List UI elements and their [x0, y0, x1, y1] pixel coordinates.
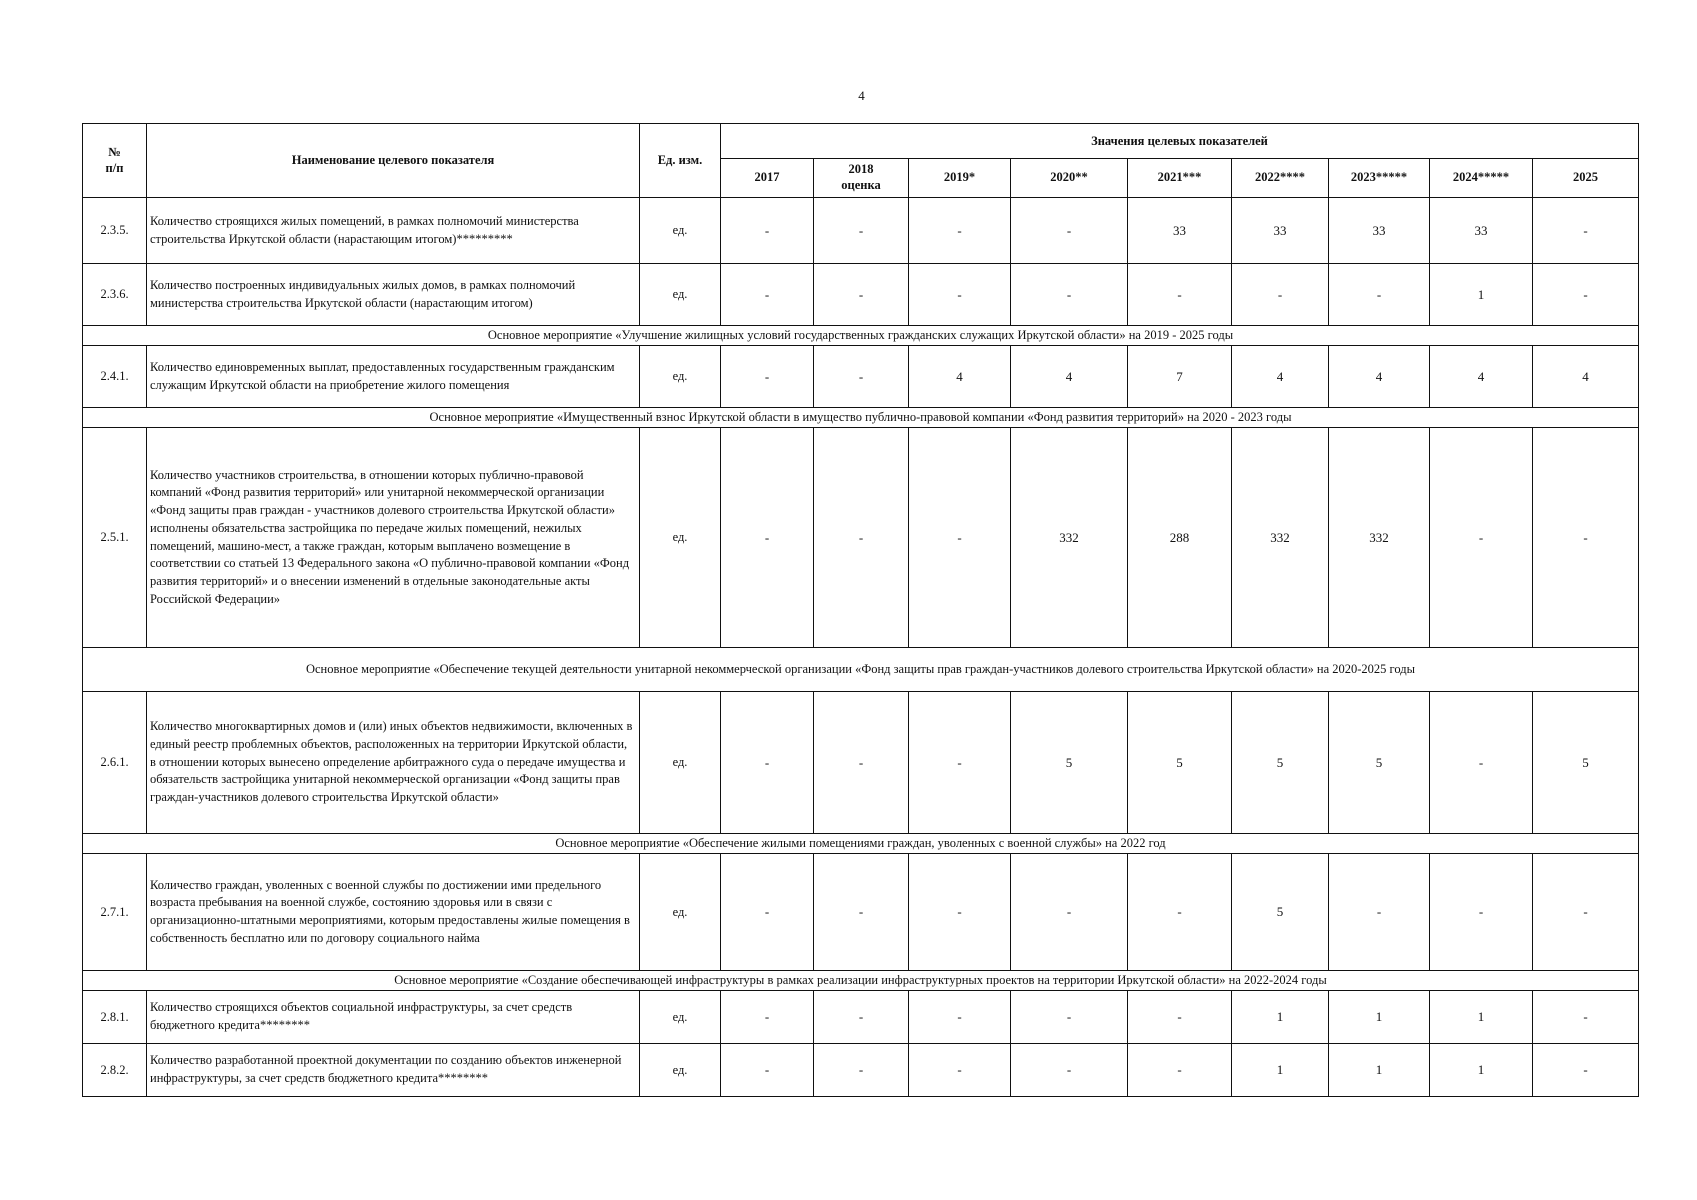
header-year	[909, 159, 1011, 198]
value-cell: 1	[1430, 264, 1533, 326]
value-cell: 1	[1232, 1044, 1329, 1097]
value-cell: 5	[1128, 692, 1232, 834]
unit-cell: ед.	[640, 346, 721, 408]
section-title: Основное мероприятие «Создание обеспечивающей инфраструктуры в рамках реализации инфраструктурных проектов на территории Иркутской области» на 2022-2024 годы	[83, 971, 1639, 991]
value-cell: 4	[1011, 346, 1128, 408]
section-row	[83, 408, 1639, 428]
value-cell: 4	[1430, 346, 1533, 408]
value-cell: 7	[1128, 346, 1232, 408]
unit-cell: ед.	[640, 198, 721, 264]
unit-cell: ед.	[640, 264, 721, 326]
unit-cell: ед.	[640, 692, 721, 834]
value-cell: -	[1128, 854, 1232, 971]
header-year	[1128, 159, 1232, 198]
header-year	[1533, 159, 1639, 198]
value-cell: -	[1011, 264, 1128, 326]
value-cell: -	[814, 198, 909, 264]
value-cell: -	[1011, 854, 1128, 971]
indicator-name: Количество участников строительства, в отношении которых публично-правовой компаний «Фонд развития территорий» или унитарной некоммерческой организации «Фонд защиты прав граждан - участников долевого строительства Иркутской области» исполнены обязательства застройщика по передаче жилых помещений, нежилых помещений, машино-мест, а также граждан, которым выплачено возмещение в соответствии со статьей 13 Федерального закона «О публично-правовой компании «Фонд развития территорий» и о внесении изменений в отдельные законодательные акты Российской Федерации»	[147, 428, 640, 648]
header-year	[721, 159, 814, 198]
value-cell: 332	[1011, 428, 1128, 648]
value-cell: -	[814, 1044, 909, 1097]
table-row	[83, 692, 1639, 834]
value-cell: -	[1128, 1044, 1232, 1097]
row-number: 2.3.6.	[83, 264, 147, 326]
value-cell: -	[909, 198, 1011, 264]
header-year	[1011, 159, 1128, 198]
value-cell: -	[1533, 264, 1639, 326]
value-cell: -	[909, 854, 1011, 971]
row-number: 2.6.1.	[83, 692, 147, 834]
value-cell: -	[1533, 1044, 1639, 1097]
value-cell: -	[1430, 428, 1533, 648]
value-cell: 4	[1232, 346, 1329, 408]
value-cell: 332	[1232, 428, 1329, 648]
value-cell: 1	[1430, 991, 1533, 1044]
indicator-name: Количество строящихся объектов социальной инфраструктуры, за счет средств бюджетного кредита********	[147, 991, 640, 1044]
value-cell: 5	[1232, 692, 1329, 834]
value-cell: -	[1011, 198, 1128, 264]
value-cell: -	[721, 991, 814, 1044]
header-year-label: 2024*****	[1452, 170, 1510, 185]
value-cell: -	[909, 692, 1011, 834]
value-cell: -	[1128, 264, 1232, 326]
header-year-label: 2025	[1573, 170, 1598, 185]
header-year-label: 2023*****	[1350, 170, 1408, 185]
header-year-label: 2021***	[1157, 170, 1202, 185]
row-number: 2.5.1.	[83, 428, 147, 648]
row-number: 2.8.1.	[83, 991, 147, 1044]
header-year	[1430, 159, 1533, 198]
value-cell: 4	[1533, 346, 1639, 408]
table-row	[83, 346, 1639, 408]
value-cell: -	[1011, 1044, 1128, 1097]
value-cell: -	[1329, 264, 1430, 326]
table-row	[83, 198, 1639, 264]
indicators-table	[82, 123, 1639, 1097]
header-num-line1: №	[108, 144, 121, 159]
value-cell: -	[1533, 428, 1639, 648]
value-cell: -	[721, 346, 814, 408]
value-cell: 1	[1232, 991, 1329, 1044]
header-year-label: 2020**	[1050, 170, 1088, 185]
value-cell: -	[721, 428, 814, 648]
indicator-name: Количество построенных индивидуальных жилых домов, в рамках полномочий министерства строительства Иркутской области (нарастающим итогом)	[147, 264, 640, 326]
value-cell: 5	[1329, 692, 1430, 834]
header-year-label: 2022****	[1255, 170, 1305, 185]
header-num-line2: п/п	[105, 160, 124, 175]
value-cell: -	[814, 854, 909, 971]
value-cell: 5	[1011, 692, 1128, 834]
value-cell: -	[909, 1044, 1011, 1097]
table-row	[83, 428, 1639, 648]
section-title: Основное мероприятие «Обеспечение текущей деятельности унитарной некоммерческой организации «Фонд защиты прав граждан-участников долевого строительства Иркутской области» на 2020-2025 годы	[83, 648, 1639, 692]
table-header	[83, 124, 1639, 198]
indicator-name: Количество многоквартирных домов и (или) иных объектов недвижимости, включенных в единый реестр проблемных объектов, расположенных на территории Иркутской области, в отношении которых вынесено определение арбитражного суда о передаче имущества и обязательств застройщика унитарной некоммерческой организации «Фонд защиты прав граждан-участников долевого строительства Иркутской области»	[147, 692, 640, 834]
value-cell: -	[814, 346, 909, 408]
unit-cell: ед.	[640, 428, 721, 648]
value-cell: 1	[1430, 1044, 1533, 1097]
unit-cell: ед.	[640, 991, 721, 1044]
value-cell: -	[909, 428, 1011, 648]
value-cell: -	[1533, 854, 1639, 971]
header-year	[1232, 159, 1329, 198]
value-cell: 33	[1430, 198, 1533, 264]
value-cell: 5	[1533, 692, 1639, 834]
value-cell: 332	[1329, 428, 1430, 648]
value-cell: -	[721, 692, 814, 834]
value-cell: -	[721, 264, 814, 326]
header-unit: Ед. изм.	[640, 124, 721, 198]
value-cell: 4	[1329, 346, 1430, 408]
value-cell: -	[1011, 991, 1128, 1044]
value-cell: 1	[1329, 991, 1430, 1044]
indicator-name: Количество разработанной проектной документации по созданию объектов инженерной инфраструктуры, за счет средств бюджетного кредита********	[147, 1044, 640, 1097]
table-row	[83, 1044, 1639, 1097]
row-number: 2.8.2.	[83, 1044, 147, 1097]
value-cell: -	[1533, 198, 1639, 264]
header-year-label: 2019*	[943, 170, 976, 185]
indicator-name: Количество единовременных выплат, предоставленных государственным гражданским служащим Иркутской области на приобретение жилого помещения	[147, 346, 640, 408]
row-number: 2.4.1.	[83, 346, 147, 408]
header-year-label: 2017	[754, 170, 780, 185]
value-cell: -	[1232, 264, 1329, 326]
indicator-name: Количество строящихся жилых помещений, в рамках полномочий министерства строительства Иркутской области (нарастающим итогом)*********	[147, 198, 640, 264]
section-row	[83, 971, 1639, 991]
value-cell: -	[721, 854, 814, 971]
value-cell: 1	[1329, 1044, 1430, 1097]
unit-cell: ед.	[640, 1044, 721, 1097]
header-name: Наименование целевого показателя	[147, 124, 640, 198]
header-year-label: оценка	[841, 178, 881, 192]
value-cell: -	[1128, 991, 1232, 1044]
row-number: 2.7.1.	[83, 854, 147, 971]
section-row	[83, 326, 1639, 346]
value-cell: 33	[1128, 198, 1232, 264]
value-cell: -	[721, 198, 814, 264]
header-num	[83, 124, 147, 198]
value-cell: -	[814, 264, 909, 326]
section-title: Основное мероприятие «Имущественный взнос Иркутской области в имущество публично-правовой компании «Фонд развития территорий» на 2020 - 2023 годы	[83, 408, 1639, 428]
value-cell: -	[1430, 854, 1533, 971]
value-cell: 4	[909, 346, 1011, 408]
table-row	[83, 264, 1639, 326]
value-cell: 33	[1232, 198, 1329, 264]
unit-cell: ед.	[640, 854, 721, 971]
header-year	[814, 159, 909, 198]
row-number: 2.3.5.	[83, 198, 147, 264]
value-cell: -	[814, 692, 909, 834]
value-cell: -	[814, 428, 909, 648]
section-title: Основное мероприятие «Обеспечение жилыми помещениями граждан, уволенных с военной службы» на 2022 год	[83, 834, 1639, 854]
value-cell: -	[909, 264, 1011, 326]
section-row	[83, 834, 1639, 854]
value-cell: -	[1430, 692, 1533, 834]
table-body	[83, 198, 1639, 1097]
header-values-group: Значения целевых показателей	[721, 124, 1639, 159]
value-cell: -	[1329, 854, 1430, 971]
value-cell: -	[1533, 991, 1639, 1044]
section-row	[83, 648, 1639, 692]
value-cell: 33	[1329, 198, 1430, 264]
value-cell: -	[909, 991, 1011, 1044]
table-row	[83, 854, 1639, 971]
header-year-label: 2018	[848, 162, 874, 177]
value-cell: 288	[1128, 428, 1232, 648]
page-number: 4	[858, 88, 865, 103]
table-row	[83, 991, 1639, 1044]
section-title: Основное мероприятие «Улучшение жилищных условий государственных гражданских служащих Иркутской области» на 2019 - 2025 годы	[83, 326, 1639, 346]
value-cell: -	[721, 1044, 814, 1097]
header-year	[1329, 159, 1430, 198]
value-cell: 5	[1232, 854, 1329, 971]
value-cell: -	[814, 991, 909, 1044]
indicator-name: Количество граждан, уволенных с военной службы по достижении ими предельного возраста пребывания на военной службе, состоянию здоровья или в связи с организационно-штатными мероприятиями, которым предоставлены жилые помещения в собственность бесплатно или по договору социального найма	[147, 854, 640, 971]
